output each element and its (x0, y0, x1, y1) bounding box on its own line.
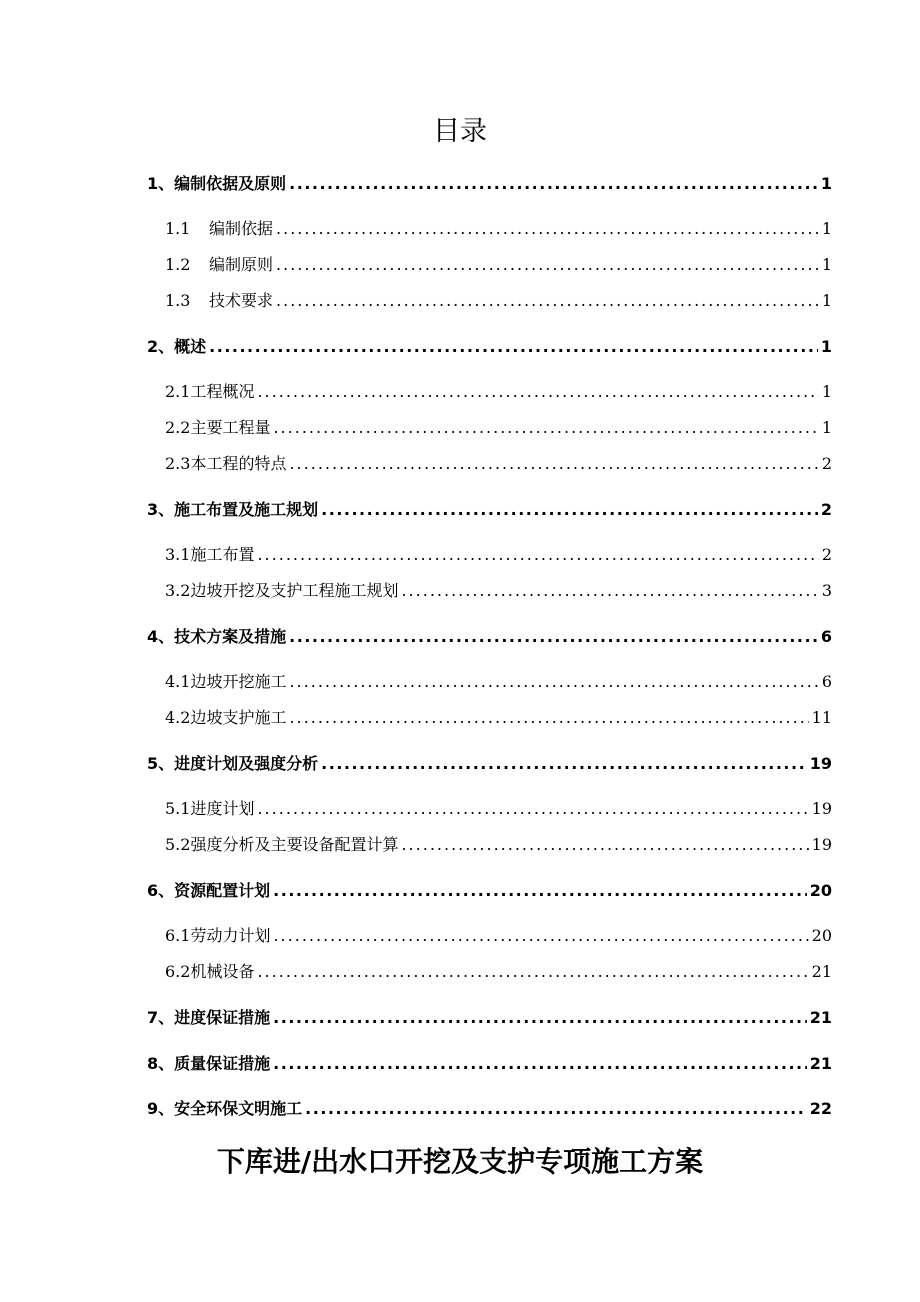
toc-entry-text: 技术方案及措施 (174, 627, 287, 646)
toc-entry-number: 1、 (147, 174, 175, 193)
toc-page-number: 1 (820, 337, 832, 356)
toc-entry-text: 安全环保文明施工 (174, 1099, 303, 1118)
toc-dot-leader (273, 414, 818, 442)
toc-entry-text: 边坡开挖及支护工程施工规划 (190, 581, 399, 600)
toc-dot-leader (209, 333, 818, 361)
toc-entry-label (165, 541, 254, 569)
toc-entry-label (165, 251, 273, 279)
toc-entry-number: 3.2 (165, 581, 191, 600)
toc-entry-5[interactable] (147, 750, 832, 778)
toc-entry-label (147, 1004, 270, 1032)
toc-dot-leader (289, 170, 818, 198)
toc-entry-3-2[interactable] (165, 577, 832, 605)
toc-entry-1[interactable] (147, 170, 832, 198)
toc-entry-text: 技术要求 (209, 291, 274, 310)
toc-entry-text: 边坡支护施工 (190, 708, 287, 727)
toc-page-number: 1 (821, 382, 832, 401)
toc-entry-4[interactable] (147, 623, 832, 651)
toc-entry-text: 概述 (174, 337, 207, 356)
toc-dot-leader (257, 958, 808, 986)
toc-dot-leader (321, 750, 807, 778)
toc-entry-text: 进度计划及强度分析 (174, 754, 319, 773)
toc-entry-number: 1.2 (165, 255, 191, 274)
toc-entry-number: 7、 (147, 1008, 175, 1027)
toc-dot-leader (257, 795, 808, 823)
toc-page-number: 2 (821, 545, 832, 564)
toc-entry-label (147, 750, 318, 778)
toc-entry-label (165, 287, 273, 315)
toc-page-number: 1 (821, 255, 832, 274)
toc-page-number: 20 (811, 926, 832, 945)
toc-dot-leader (289, 668, 818, 696)
toc-entry-text: 资源配置计划 (174, 881, 271, 900)
toc-page-number: 19 (809, 754, 832, 773)
toc-entry-4-2[interactable] (165, 704, 832, 732)
toc-entry-4-1[interactable] (165, 668, 832, 696)
toc-entry-2[interactable] (147, 333, 832, 361)
toc-entry-label (165, 795, 254, 823)
toc-entry-label (147, 170, 286, 198)
table-of-contents (0, 165, 920, 1125)
toc-entry-label (165, 922, 270, 950)
toc-page-number: 22 (809, 1099, 832, 1118)
toc-entry-5-2[interactable] (165, 831, 832, 859)
toc-entry-1-3[interactable] (165, 287, 832, 315)
toc-dot-leader (289, 704, 808, 732)
toc-title: 目录 (433, 116, 487, 147)
toc-page-number: 21 (809, 1008, 832, 1027)
toc-page-number: 21 (811, 962, 832, 981)
toc-entry-label (165, 414, 270, 442)
toc-entry-label (147, 496, 318, 524)
toc-entry-2-1[interactable] (165, 378, 832, 406)
toc-dot-leader (273, 1050, 807, 1078)
toc-dot-leader (276, 287, 819, 315)
toc-entry-text: 施工布置 (190, 545, 255, 564)
toc-entry-label (165, 450, 286, 478)
toc-entry-number: 5.1 (165, 799, 191, 818)
toc-entry-number: 6.1 (165, 926, 191, 945)
toc-entry-6-1[interactable] (165, 922, 832, 950)
toc-dot-leader (276, 215, 819, 243)
toc-entry-number: 1.3 (165, 291, 191, 310)
toc-dot-leader (289, 623, 818, 651)
toc-dot-leader (305, 1095, 807, 1123)
toc-dot-leader (257, 541, 818, 569)
toc-entry-number: 6.2 (165, 962, 191, 981)
toc-entry-9[interactable] (147, 1095, 832, 1123)
toc-page-number: 1 (821, 219, 832, 238)
toc-entry-number: 2.1 (165, 382, 191, 401)
toc-entry-text: 工程概况 (190, 382, 255, 401)
toc-entry-number: 9、 (147, 1099, 175, 1118)
toc-entry-label (165, 958, 254, 986)
toc-entry-label (147, 1050, 270, 1078)
toc-entry-text: 强度分析及主要设备配置计算 (190, 835, 399, 854)
toc-entry-label (147, 1095, 302, 1123)
toc-entry-label (165, 831, 398, 859)
toc-entry-text: 本工程的特点 (190, 454, 287, 473)
toc-entry-1-2[interactable] (165, 251, 832, 279)
toc-page-number: 1 (821, 418, 832, 437)
toc-entry-number: 4.2 (165, 708, 191, 727)
toc-page-number: 11 (811, 708, 832, 727)
toc-entry-2-3[interactable] (165, 450, 832, 478)
toc-entry-number: 2、 (147, 337, 175, 356)
toc-dot-leader (273, 922, 808, 950)
toc-entry-text: 机械设备 (190, 962, 255, 981)
toc-page-number: 20 (809, 881, 832, 900)
toc-entry-3-1[interactable] (165, 541, 832, 569)
toc-page-number: 1 (821, 291, 832, 310)
toc-entry-number: 2.2 (165, 418, 191, 437)
toc-entry-number: 6、 (147, 881, 175, 900)
toc-entry-number: 5、 (147, 754, 175, 773)
toc-page-number: 6 (821, 672, 832, 691)
toc-entry-number: 8、 (147, 1054, 175, 1073)
toc-entry-label (165, 704, 286, 732)
toc-dot-leader (401, 577, 818, 605)
document-title: 下库进/出水口开挖及支护专项施工方案 (216, 1145, 704, 1178)
toc-entry-label (165, 577, 398, 605)
toc-entry-text: 编制原则 (209, 255, 274, 274)
toc-dot-leader (273, 877, 807, 905)
toc-entry-number: 4.1 (165, 672, 191, 691)
toc-entry-number: 5.2 (165, 835, 191, 854)
toc-entry-number: 3.1 (165, 545, 191, 564)
toc-entry-3[interactable] (147, 496, 832, 524)
toc-entry-text: 编制依据 (209, 219, 274, 238)
toc-entry-label (165, 215, 273, 243)
toc-dot-leader (321, 496, 818, 524)
toc-entry-7[interactable] (147, 1004, 832, 1032)
toc-entry-2-2[interactable] (165, 414, 832, 442)
toc-page-number: 1 (820, 174, 832, 193)
toc-dot-leader (401, 831, 808, 859)
toc-dot-leader (289, 450, 818, 478)
toc-entry-8[interactable] (147, 1050, 832, 1078)
toc-page-number: 19 (811, 835, 832, 854)
toc-entry-label (165, 668, 286, 696)
toc-entry-text: 主要工程量 (190, 418, 271, 437)
toc-entry-text: 编制依据及原则 (174, 174, 287, 193)
toc-entry-text: 进度保证措施 (174, 1008, 271, 1027)
toc-dot-leader (273, 1004, 807, 1032)
toc-entry-label (147, 877, 270, 905)
toc-entry-6[interactable] (147, 877, 832, 905)
toc-entry-text: 边坡开挖施工 (190, 672, 287, 691)
toc-entry-label (147, 333, 206, 361)
toc-entry-label (147, 623, 286, 651)
toc-page-number: 19 (811, 799, 832, 818)
toc-entry-number: 4、 (147, 627, 175, 646)
toc-entry-5-1[interactable] (165, 795, 832, 823)
toc-entry-text: 质量保证措施 (174, 1054, 271, 1073)
toc-entry-number: 1.1 (165, 219, 191, 238)
toc-entry-text: 施工布置及施工规划 (174, 500, 319, 519)
toc-entry-1-1[interactable] (165, 215, 832, 243)
toc-entry-label (165, 378, 254, 406)
toc-page-number: 2 (821, 454, 832, 473)
toc-entry-number: 3、 (147, 500, 175, 519)
toc-page-number: 21 (809, 1054, 832, 1073)
toc-page-number: 6 (820, 627, 832, 646)
toc-dot-leader (257, 378, 818, 406)
toc-page-number: 2 (820, 500, 832, 519)
toc-entry-6-2[interactable] (165, 958, 832, 986)
toc-entry-text: 劳动力计划 (190, 926, 271, 945)
toc-dot-leader (276, 251, 819, 279)
toc-entry-text: 进度计划 (190, 799, 255, 818)
toc-page-number: 3 (821, 581, 832, 600)
toc-entry-number: 2.3 (165, 454, 191, 473)
